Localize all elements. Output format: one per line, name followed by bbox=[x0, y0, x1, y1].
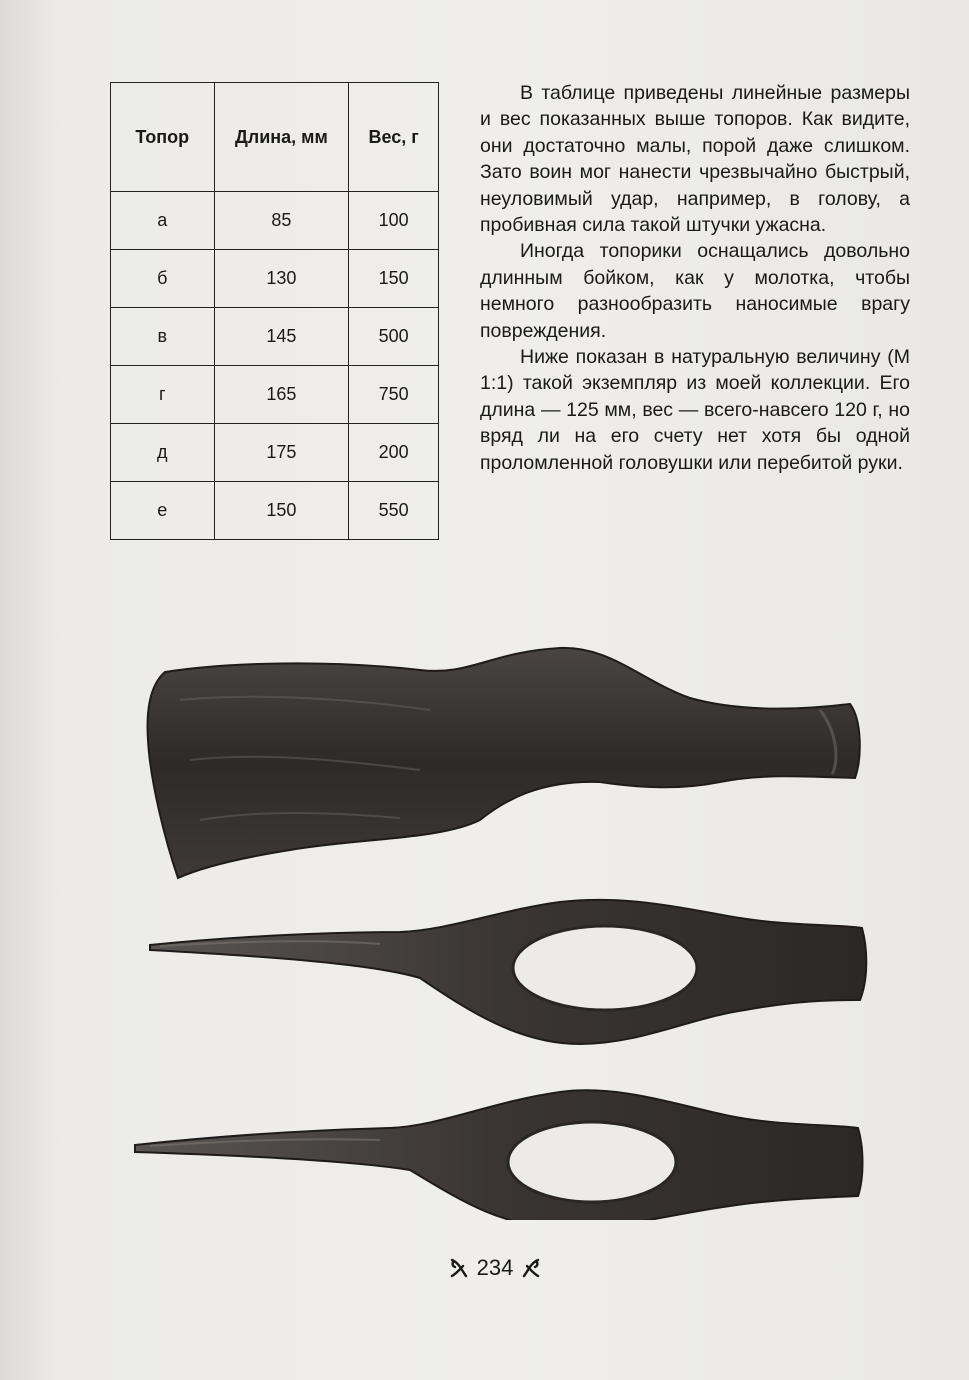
ornament-icon bbox=[521, 1257, 541, 1279]
cell-axe: б bbox=[111, 250, 215, 308]
axe-size-table bbox=[110, 82, 439, 540]
cell-length: 85 bbox=[214, 192, 349, 250]
ornament-icon bbox=[449, 1257, 469, 1279]
cell-axe: в bbox=[111, 308, 215, 366]
paragraph: Ниже показан в натуральную величину (М 1:1) такой экземпляр из моей коллекции. Его длина — 125 мм, вес — всего-навсего 120 г, но вряд ли на его счету нет хотя бы одной проломленной головушки или перебитой руки. bbox=[480, 346, 910, 474]
table-row bbox=[111, 366, 439, 424]
table-row bbox=[111, 250, 439, 308]
cell-axe: д bbox=[111, 424, 215, 482]
cell-length: 175 bbox=[214, 424, 349, 482]
cell-length: 145 bbox=[214, 308, 349, 366]
table-row bbox=[111, 482, 439, 540]
cell-weight: 200 bbox=[349, 424, 439, 482]
paragraph: Иногда топорики оснащались довольно длинным бойком, как у молотка, чтобы немного разнообразить наносимые врагу повреждения. bbox=[480, 240, 910, 342]
table-row bbox=[111, 192, 439, 250]
axe-photos bbox=[0, 640, 969, 1220]
header-weight: Вес, г bbox=[349, 83, 439, 192]
axe-top-view-image bbox=[150, 900, 866, 1044]
table-row bbox=[111, 308, 439, 366]
cell-weight: 500 bbox=[349, 308, 439, 366]
table-row bbox=[111, 424, 439, 482]
header-axe: Топор bbox=[111, 83, 215, 192]
axe-bottom-view-image bbox=[135, 1090, 863, 1220]
paragraph: В таблице приведены линейные размеры и вес показанных выше топоров. Как видите, они достаточно малы, порой даже слишком. Зато воин мог нанести чрезвычайно быстрый, неуловимый удар, например, в голову, а пробивная сила такой штучки ужасна. bbox=[480, 82, 910, 237]
body-text bbox=[480, 80, 910, 476]
cell-weight: 750 bbox=[349, 366, 439, 424]
cell-length: 150 bbox=[214, 482, 349, 540]
cell-length: 165 bbox=[214, 366, 349, 424]
header-length: Длина, мм bbox=[214, 83, 349, 192]
axe-side-view-image bbox=[148, 648, 860, 878]
cell-weight: 150 bbox=[349, 250, 439, 308]
cell-axe: а bbox=[111, 192, 215, 250]
cell-axe: г bbox=[111, 366, 215, 424]
page-number-footer bbox=[430, 1250, 560, 1286]
cell-weight: 100 bbox=[349, 192, 439, 250]
cell-weight: 550 bbox=[349, 482, 439, 540]
cell-length: 130 bbox=[214, 250, 349, 308]
cell-axe: е bbox=[111, 482, 215, 540]
table-header-row bbox=[111, 83, 439, 192]
page-number: 234 bbox=[476, 1255, 514, 1280]
